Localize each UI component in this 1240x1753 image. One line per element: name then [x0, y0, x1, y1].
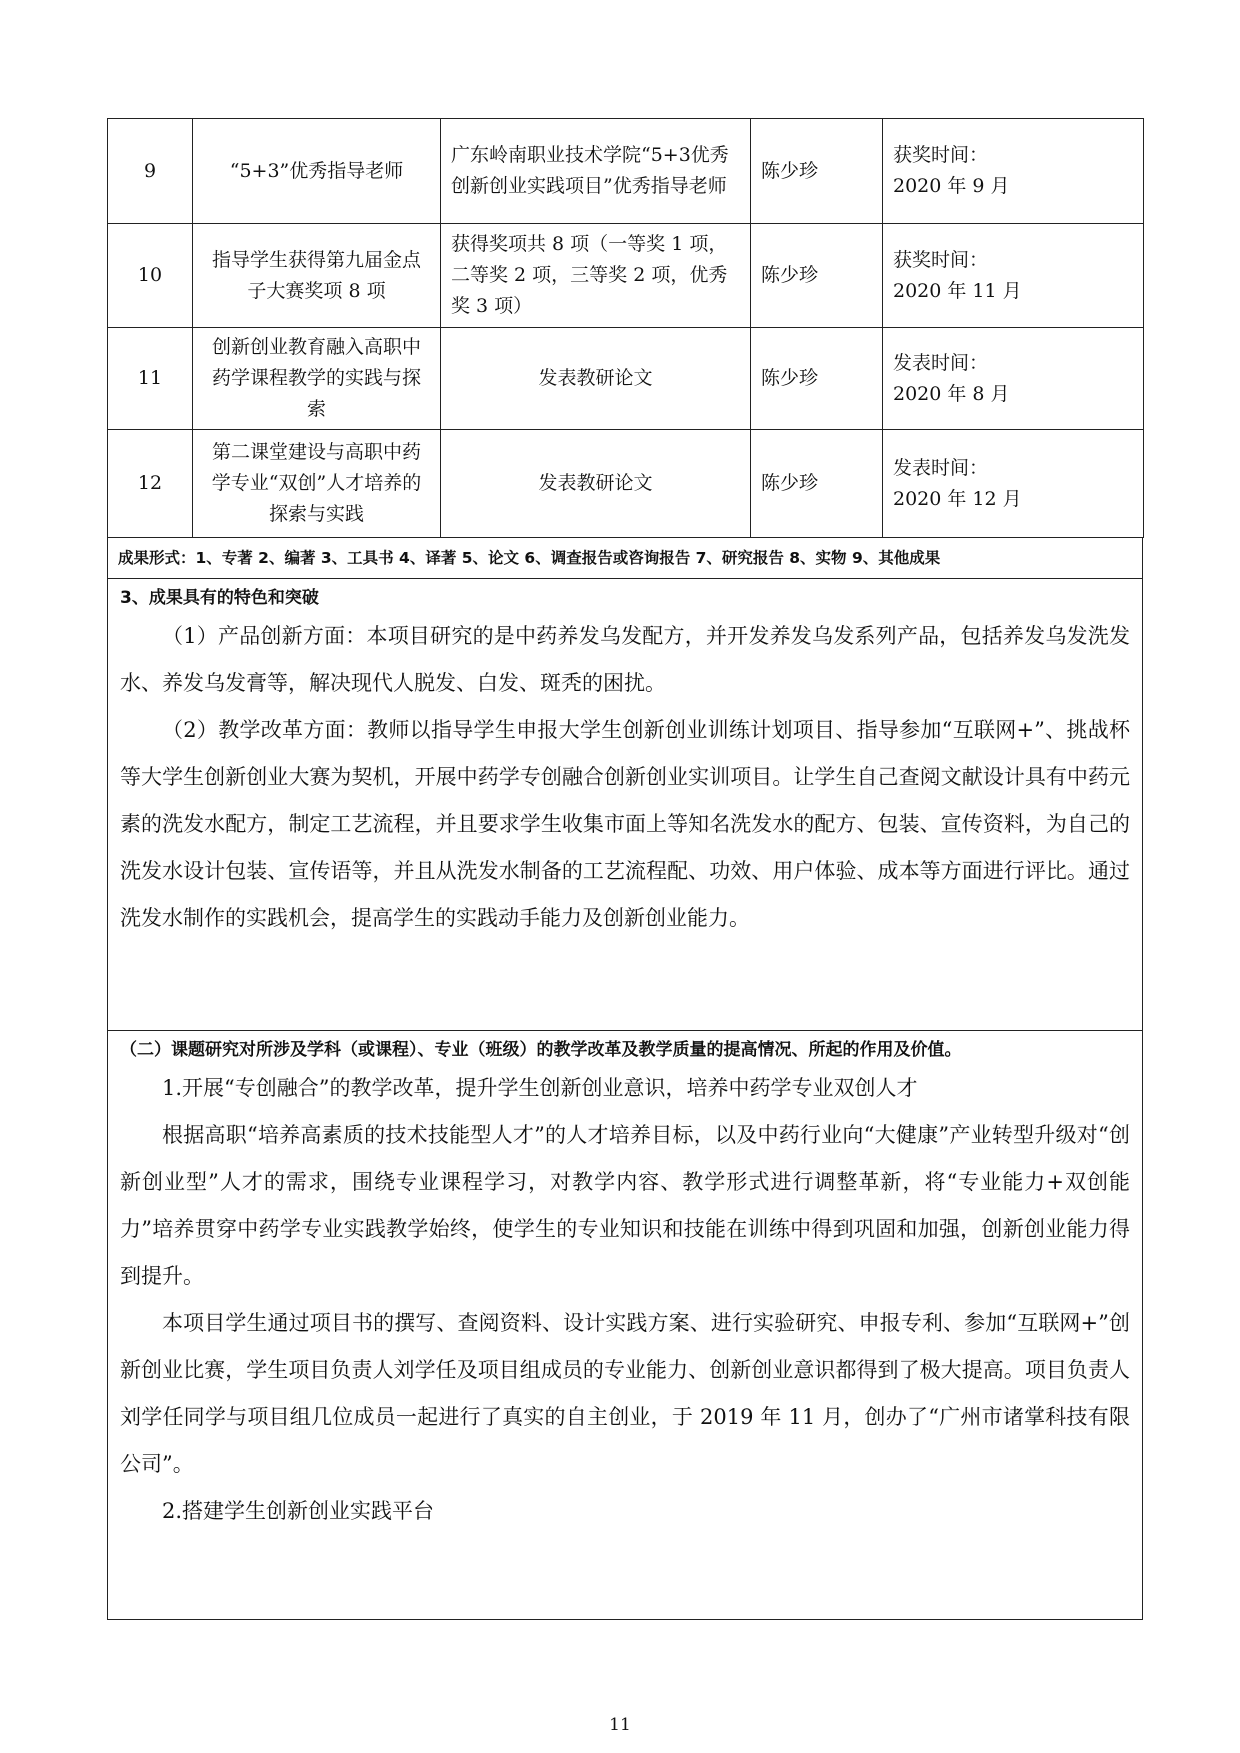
- report-frame: [107, 118, 1143, 1620]
- paragraph: 2.搭建学生创新创业实践平台: [162, 1499, 435, 1523]
- section-title: 3、成果具有的特色和突破: [120, 588, 319, 608]
- time-value: 2020 年 11 月: [893, 279, 1022, 302]
- result-person: 陈少珍: [751, 224, 883, 328]
- results-table: [107, 118, 1144, 538]
- result-name: 创新创业教育融入高职中药学课程教学的实践与探索: [193, 328, 441, 430]
- result-person: 陈少珍: [751, 119, 883, 224]
- time-value: 2020 年 8 月: [893, 382, 1010, 405]
- result-name: “5+3”优秀指导老师: [193, 119, 441, 224]
- row-number: 10: [108, 224, 193, 328]
- result-form: 获得奖项共 8 项（一等奖 1 项，二等奖 2 项，三等奖 2 项，优秀奖 3 项）: [441, 224, 751, 328]
- result-form: 广东岭南职业技术学院“5+3优秀创新创业实践项目”优秀指导老师: [441, 119, 751, 224]
- table-row: [108, 224, 1144, 328]
- result-time: [883, 430, 1144, 538]
- row-number: 11: [108, 328, 193, 430]
- result-time: [883, 119, 1144, 224]
- time-value: 2020 年 12 月: [893, 487, 1022, 510]
- paragraph: 根据高职“培养高素质的技术技能型人才”的人才培养目标，以及中药行业向“大健康”产业转型升级对“创新创业型”人才的需求，围绕专业课程学习，对教学内容、教学形式进行调整革新，将“专业能力+双创能力”培养贯穿中药学专业实践教学始终，使学生的专业知识和技能在训练中得到巩固和加强，创新创业能力得到提升。: [120, 1123, 1130, 1288]
- result-person: 陈少珍: [751, 328, 883, 430]
- paragraph: （2）教学改革方面：教师以指导学生申报大学生创新创业训练计划项目、指导参加“互联网+”、挑战杯等大学生创新创业大赛为契机，开展中药学专创融合创新创业实训项目。让学生自己查阅文献设计具有中药元素的洗发水配方，制定工艺流程，并且要求学生收集市面上等知名洗发水的配方、包装、宣传资料，为自己的洗发水设计包装、宣传语等，并且从洗发水制备的工艺流程配、功效、用户体验、成本等方面进行评比。通过洗发水制作的实践机会，提高学生的实践动手能力及创新创业能力。: [120, 718, 1130, 930]
- paragraph: （1）产品创新方面：本项目研究的是中药养发乌发配方，并开发养发乌发系列产品，包括养发乌发洗发水、养发乌发膏等，解决现代人脱发、白发、斑秃的困扰。: [120, 624, 1130, 695]
- table-row: [108, 119, 1144, 224]
- time-label: 发表时间：: [893, 351, 989, 374]
- result-form: 发表教研论文: [441, 430, 751, 538]
- result-person: 陈少珍: [751, 430, 883, 538]
- result-form-legend: 成果形式：1、专著 2、编著 3、工具书 4、译著 5、论文 6、调查报告或咨询报告 7、研究报告 8、实物 9、其他成果: [107, 538, 1143, 579]
- result-time: [883, 328, 1144, 430]
- row-number: 12: [108, 430, 193, 538]
- time-label: 获奖时间：: [893, 248, 989, 271]
- section-title: （二）课题研究对所涉及学科（或课程）、专业（班级）的教学改革及教学质量的提高情况、所起的作用及价值。: [120, 1040, 962, 1060]
- result-name: 第二课堂建设与高职中药学专业“双创”人才培养的探索与实践: [193, 430, 441, 538]
- page-number: 11: [609, 1715, 631, 1735]
- table-row: [108, 328, 1144, 430]
- result-form: 发表教研论文: [441, 328, 751, 430]
- paragraph: 本项目学生通过项目书的撰写、查阅资料、设计实践方案、进行实验研究、申报专利、参加“互联网+”创新创业比赛，学生项目负责人刘学任及项目组成员的专业能力、创新创业意识都得到了极大提高。项目负责人刘学任同学与项目组几位成员一起进行了真实的自主创业，于 2019 年 11 月，创办了“广州市诸掌科技有限公司”。: [120, 1311, 1130, 1476]
- features-section: [107, 579, 1143, 1031]
- paragraph: 1.开展“专创融合”的教学改革，提升学生创新创业意识，培养中药学专业双创人才: [162, 1076, 918, 1100]
- row-number: 9: [108, 119, 193, 224]
- time-label: 发表时间：: [893, 456, 989, 479]
- impact-section: [107, 1031, 1143, 1620]
- result-time: [883, 224, 1144, 328]
- time-value: 2020 年 9 月: [893, 175, 1010, 197]
- result-name: 指导学生获得第九届金点子大赛奖项 8 项: [193, 224, 441, 328]
- table-row: [108, 430, 1144, 538]
- time-label: 获奖时间：: [893, 144, 989, 166]
